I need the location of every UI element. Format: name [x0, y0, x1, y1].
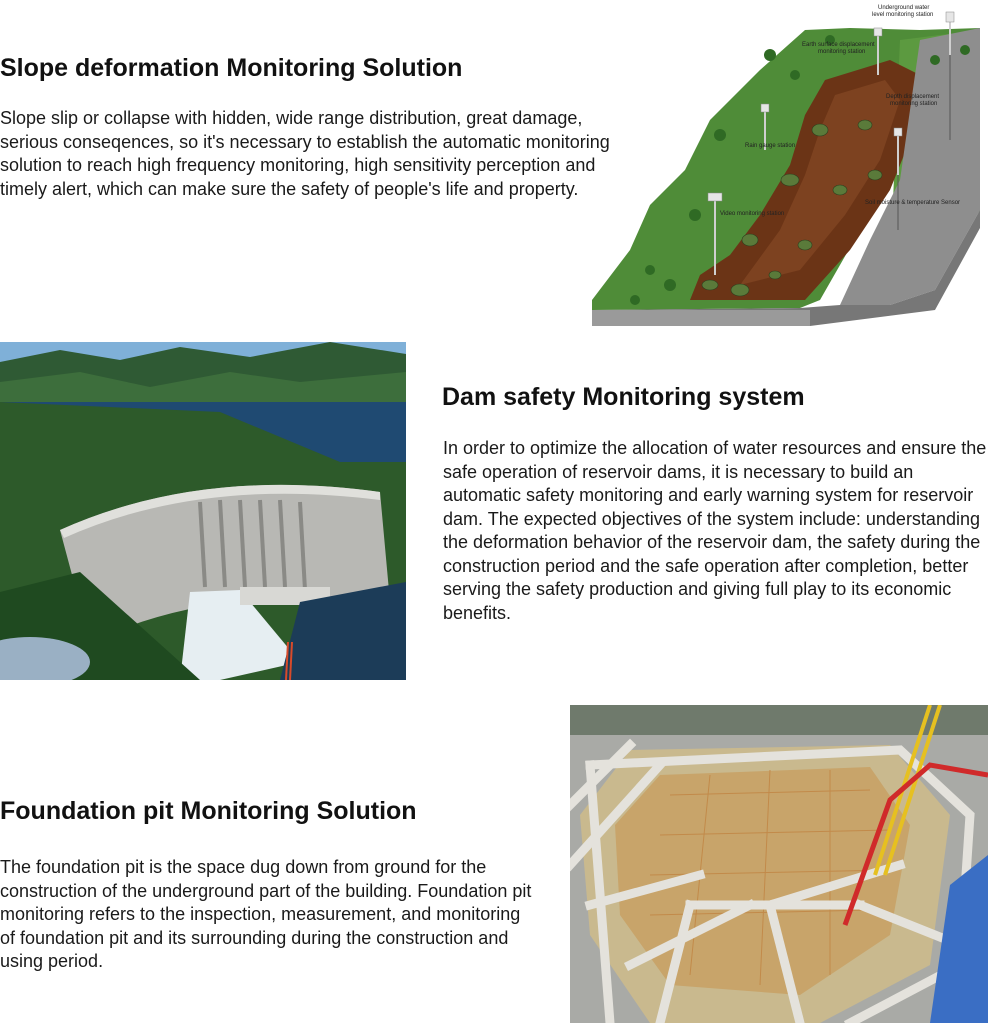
label-soil-sensor: Soil moisture & temperature Sensor — [865, 200, 961, 206]
slope-description: Slope slip or collapse with hidden, wide range distribution, great damage, serious conseqences, so it's necessary to establish the automatic monitoring solution to reach high frequency monitoring, high sensitivity perception and timely alert, which can make sure the safety of people's life and property. — [0, 108, 610, 199]
foundation-pit-photo — [570, 705, 988, 1023]
label-rain-gauge: Rain gauge station — [745, 143, 796, 149]
dam-description: In order to optimize the allocation of water resources and ensure the safe operation of reservoir dams, it is necessary to build an automatic safety monitoring and early warning system for reservoir dam. The expected objectives of the system include: understanding the deformation behavior of the reservoir dam, the safety during the construction period and the safe operation after completion, better serving the safety production and giving full play to its economic benefits. — [443, 438, 987, 623]
label-depth-2: monitoring station — [890, 101, 938, 107]
foundation-description: The foundation pit is the space dug down from ground for the construction of the underground part of the building. Foundation pit monitoring refers to the inspection, measurement, and monitoring of foundation pit and its surrounding during the construction and using period. — [0, 857, 532, 971]
slope-heading: Slope deformation Monitoring Solution — [0, 54, 463, 82]
label-underground-water-2: level monitoring station — [872, 12, 934, 18]
dam-heading: Dam safety Monitoring system — [442, 383, 805, 411]
label-underground-water-1: Underground water — [878, 5, 930, 11]
label-earth-surface-1: Earth surface displacement — [802, 42, 875, 48]
foundation-heading: Foundation pit Monitoring Solution — [0, 797, 417, 825]
slope-monitoring-diagram — [590, 0, 990, 328]
label-video: Video monitoring station — [720, 211, 785, 217]
label-depth-1: Depth displacement — [886, 94, 940, 100]
dam-photo — [0, 342, 406, 680]
label-earth-surface-2: monitoring station — [818, 49, 866, 55]
